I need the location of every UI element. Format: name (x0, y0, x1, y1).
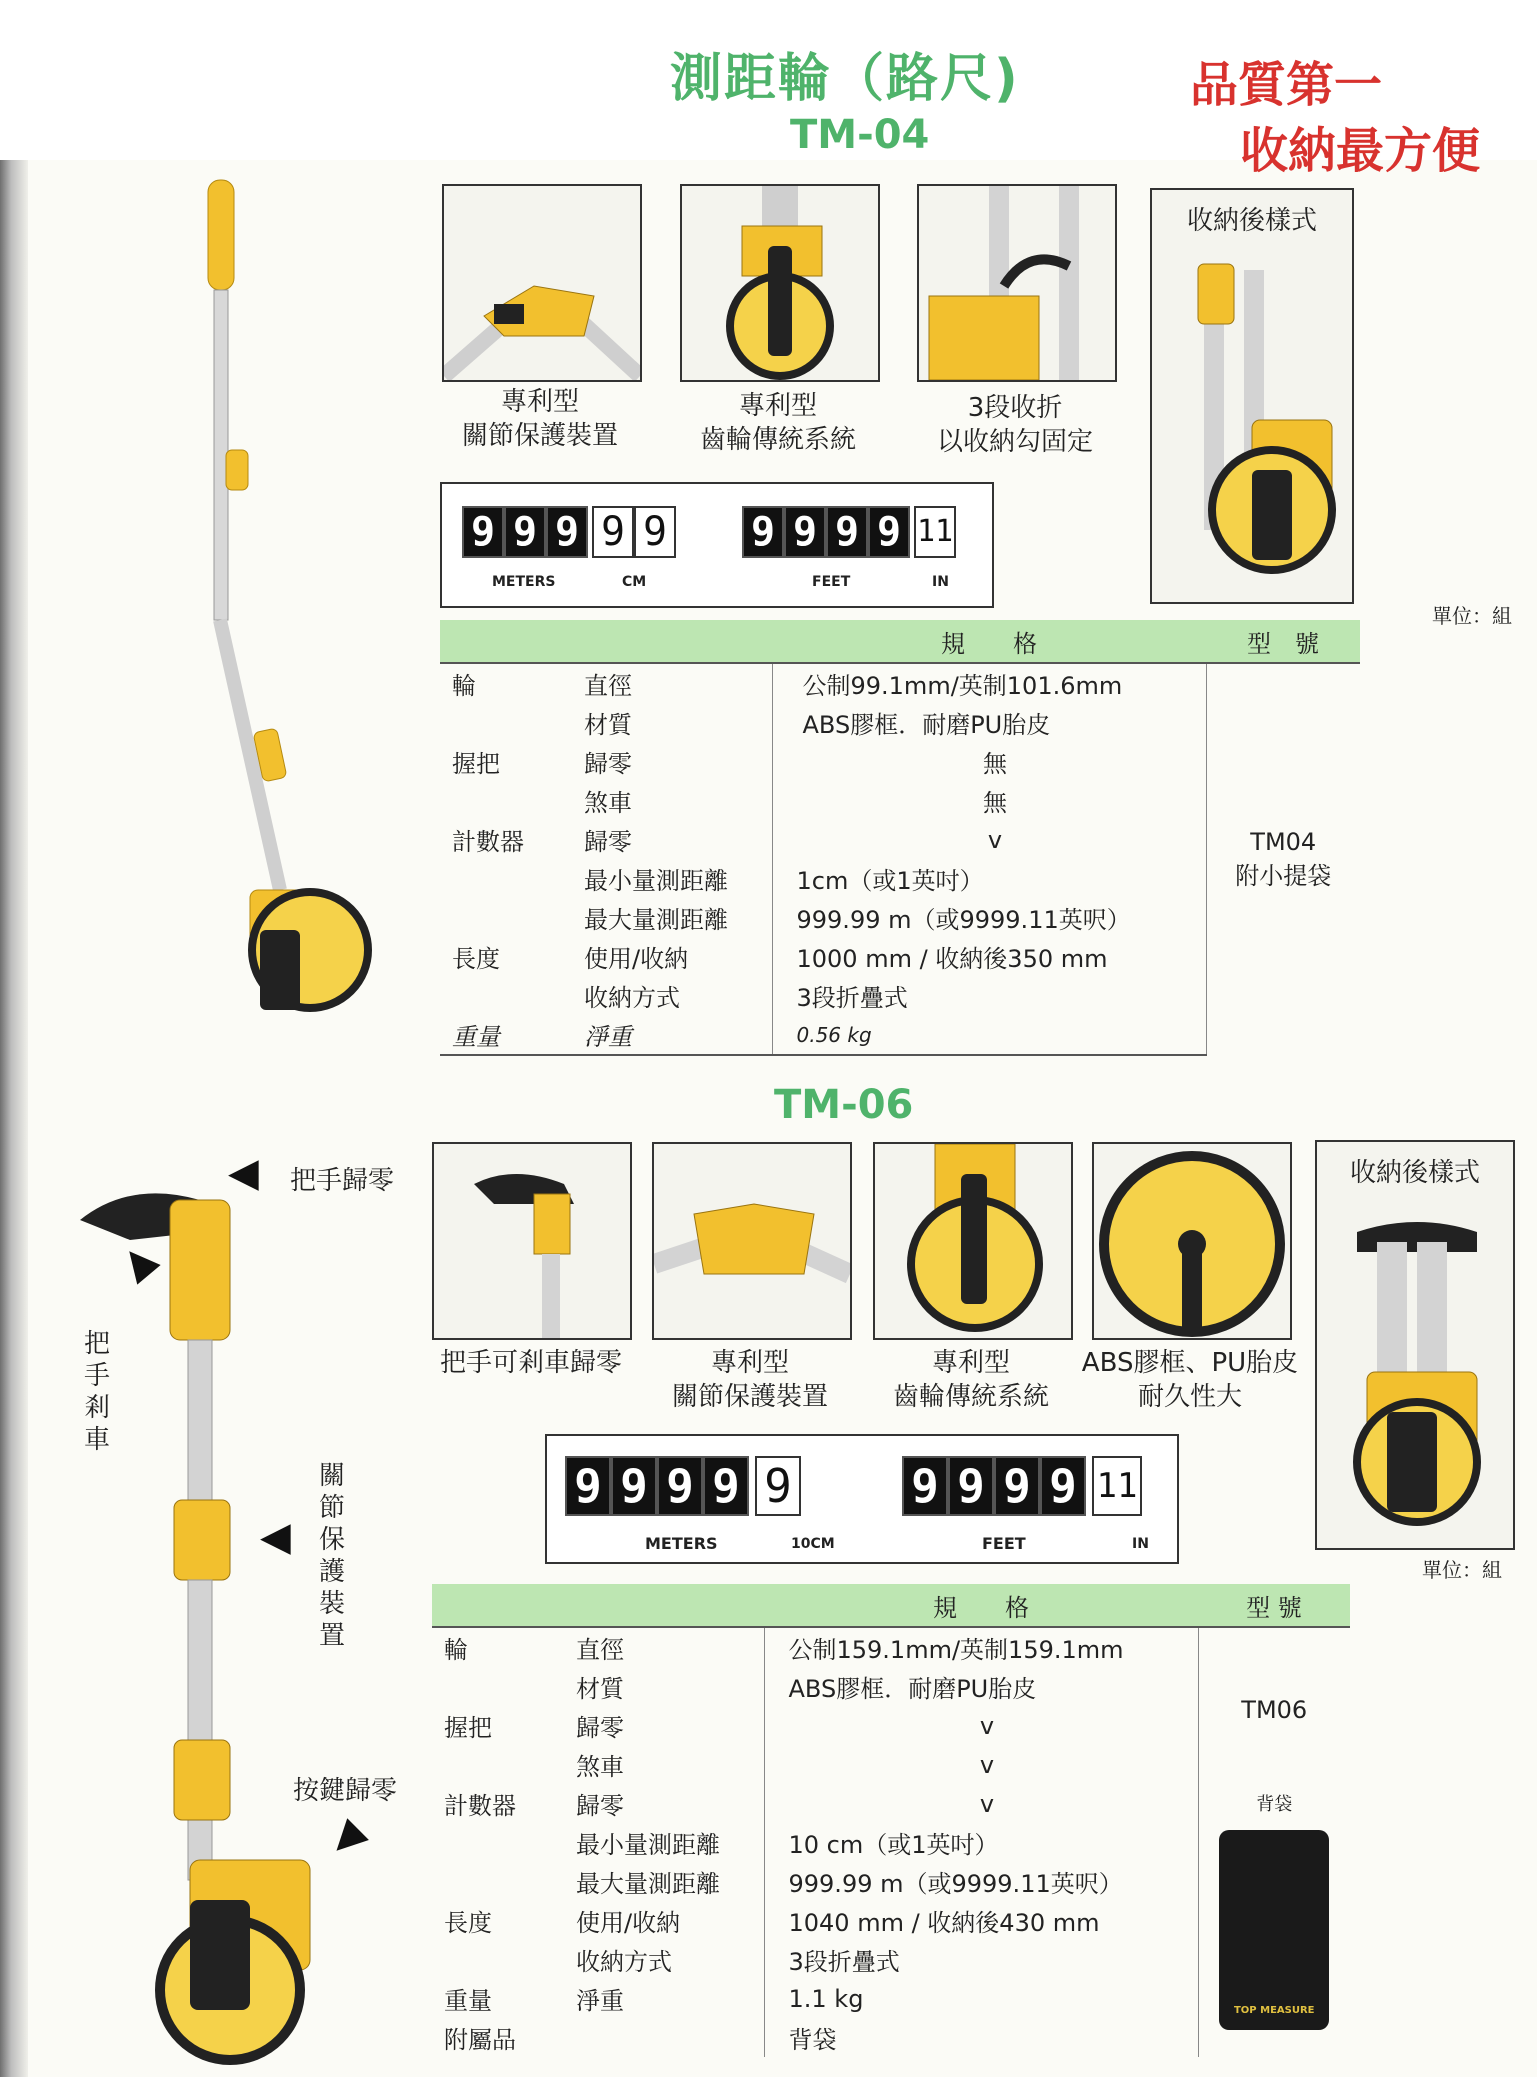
table-cell: v (764, 1745, 1198, 1784)
arrow-left-icon: ◀ (228, 1150, 259, 1196)
table-cell: 握把 (452, 750, 500, 778)
table-cell: 1.1 kg (764, 1979, 1198, 2018)
slogan-line2: 收納最方便 (1240, 123, 1481, 179)
table-header-blank (432, 1584, 564, 1627)
tm06-caption4-a: ABS膠框、PU胎皮 (1081, 1348, 1299, 1378)
table-cell: 淨重 (576, 1987, 624, 2015)
table-row (432, 1627, 1350, 1667)
tm06-caption2-b: 關節保護裝置 (671, 1382, 828, 1412)
tm04-caption3-b: 以收納勾固定 (936, 427, 1093, 457)
tm04-model-extra: 附小提袋 (1235, 862, 1332, 890)
table-cell: 直徑 (584, 672, 632, 700)
table-cell: 重量 (444, 1987, 492, 2015)
tm04-unit-note: 單位：組 (1432, 604, 1512, 628)
table-cell (440, 859, 572, 898)
table-cell: 3段折疊式 (764, 1940, 1198, 1979)
tm06-storage-caption: 收納後樣式 (1349, 1158, 1480, 1188)
counter-digit: 9 (755, 1456, 801, 1516)
counter-label-in: IN (932, 574, 949, 590)
slogan-line1: 品質第一 (1190, 57, 1383, 113)
callout-button-zero: 按鍵歸零 (293, 1776, 398, 1806)
counter-digit: 9 (994, 1456, 1040, 1516)
tm04-storage-caption: 收納後樣式 (1186, 206, 1317, 236)
page-title: 測距輪（路尺) (670, 49, 1020, 109)
table-cell: 3段折疊式 (772, 976, 1206, 1015)
table-cell: 歸零 (584, 750, 632, 778)
table-cell (432, 1823, 564, 1862)
tm04-spec-table (440, 620, 1360, 1056)
table-cell: 收納方式 (584, 984, 680, 1012)
arrow-left-icon: ◀ (260, 1514, 291, 1560)
table-cell: 淨重 (572, 1015, 772, 1055)
table-cell (440, 703, 572, 742)
tm06-counter-panel (545, 1434, 1179, 1564)
table-cell: 長度 (452, 945, 500, 973)
tm06-caption4-b: 耐久性大 (1137, 1382, 1242, 1412)
tm04-counter-metric (462, 494, 682, 594)
table-cell: 長度 (444, 1909, 492, 1937)
table-cell: 最小量測距離 (584, 867, 728, 895)
table-cell (564, 2018, 764, 2057)
tm04-counter-imperial (742, 494, 972, 594)
counter-digit: 9 (634, 506, 676, 558)
tm04-counter-panel (440, 482, 994, 608)
table-cell: 最大量測距離 (576, 1870, 720, 1898)
counter-digit: 9 (592, 506, 634, 558)
table-cell (440, 976, 572, 1015)
tm06-counter-imperial (902, 1444, 1162, 1553)
table-cell: ABS膠框．耐磨PU胎皮 (764, 1667, 1198, 1706)
tm06-model-title: TM-06 (774, 1082, 914, 1128)
table-cell (432, 1940, 564, 1979)
table-cell: 999.99 m（或9999.11英呎） (772, 898, 1206, 937)
table-cell: 1040 mm / 收納後430 mm (764, 1901, 1198, 1940)
table-cell: 1cm（或1英吋） (772, 859, 1206, 898)
table-cell: 收納方式 (576, 1948, 672, 1976)
tm06-bag-label: 背袋 (1256, 1794, 1293, 1815)
tm04-caption1-a: 專利型 (500, 387, 579, 417)
table-cell: 無 (772, 742, 1206, 781)
table-cell: 材質 (584, 711, 632, 739)
table-header-blank (564, 1584, 764, 1627)
table-cell: 輪 (444, 1636, 468, 1664)
counter-digit: 9 (784, 506, 826, 558)
table-cell: 無 (772, 781, 1206, 820)
table-cell: 握把 (444, 1714, 492, 1742)
tm04-caption2-b: 齒輪傳統系統 (699, 425, 856, 455)
table-cell: v (764, 1784, 1198, 1823)
tm04-caption2-a: 專利型 (738, 391, 817, 421)
table-cell (432, 1667, 564, 1706)
table-cell (432, 1862, 564, 1901)
tm04-photo-storage (1150, 188, 1354, 604)
callout-handle-zero: 把手歸零 (290, 1166, 395, 1196)
table-cell: 10 cm（或1英吋） (764, 1823, 1198, 1862)
tm06-photo-gear (873, 1142, 1073, 1340)
table-cell: 最大量測距離 (584, 906, 728, 934)
table-cell: 重量 (440, 1015, 572, 1055)
table-cell: 煞車 (584, 789, 632, 817)
tm04-photo-gear (680, 184, 880, 382)
table-header-model: 型 號 (1198, 1584, 1350, 1627)
counter-digit: 11 (1092, 1456, 1142, 1516)
table-header-blank (440, 620, 572, 663)
tm06-caption2-a: 專利型 (710, 1348, 789, 1378)
table-row (440, 663, 1360, 703)
table-cell: 歸零 (576, 1792, 624, 1820)
callout-handle-brake: 把手剎車 (83, 1329, 110, 1455)
tm06-caption1: 把手可剎車歸零 (439, 1348, 622, 1378)
counter-digit: 9 (826, 506, 868, 558)
counter-label-feet: FEET (812, 574, 851, 590)
counter-label-meters: METERS (492, 574, 556, 590)
counter-digit: 9 (657, 1456, 703, 1516)
table-cell (440, 898, 572, 937)
table-cell: 999.99 m（或9999.11英呎） (764, 1862, 1198, 1901)
tm06-photo-wheel (1092, 1142, 1292, 1340)
table-cell: 計數器 (452, 828, 524, 856)
tm04-model-cell (1206, 663, 1360, 1055)
tm04-model-name: TM04 (1250, 828, 1317, 856)
counter-digit: 9 (902, 1456, 948, 1516)
counter-digit: 9 (565, 1456, 611, 1516)
table-header-model: 型 號 (1206, 620, 1360, 663)
table-cell: 公制159.1mm/英制159.1mm (764, 1627, 1198, 1667)
counter-digit: 11 (914, 506, 956, 558)
table-cell (440, 781, 572, 820)
table-cell: v (772, 820, 1206, 859)
tm06-unit-note: 單位：組 (1422, 1558, 1502, 1582)
tm04-caption3-a: 3段收折 (967, 393, 1063, 423)
table-cell: 背袋 (764, 2018, 1198, 2057)
bag-logo: TOP MEASURE (1233, 2005, 1315, 2016)
arrow-down-left-icon: ◀ (318, 1810, 373, 1866)
tm06-photo-handle (432, 1142, 632, 1340)
tm04-model-title: TM-04 (790, 112, 930, 158)
counter-label-feet: FEET (982, 1534, 1026, 1553)
tm04-photo-fold (917, 184, 1117, 382)
callout-joint-protect: 關節保護裝置 (318, 1461, 345, 1651)
table-cell: 使用/收納 (576, 1909, 681, 1937)
counter-digit: 9 (742, 506, 784, 558)
table-cell: 直徑 (576, 1636, 624, 1664)
counter-digit: 9 (611, 1456, 657, 1516)
tm04-product-image (190, 170, 380, 1050)
counter-digit: 9 (504, 506, 546, 558)
arrow-up-icon: ▲ (110, 1233, 164, 1289)
tm04-photo-joint (442, 184, 642, 382)
table-cell: 1000 mm / 收納後350 mm (772, 937, 1206, 976)
counter-digit: 9 (546, 506, 588, 558)
tm06-model-name: TM06 (1241, 1696, 1308, 1724)
counter-label-in: IN (1132, 1536, 1149, 1552)
table-cell: 歸零 (584, 828, 632, 856)
carry-bag-image (1219, 1830, 1329, 2030)
counter-digit: 9 (462, 506, 504, 558)
tm06-model-cell (1198, 1627, 1350, 2057)
table-cell: 煞車 (576, 1753, 624, 1781)
counter-label-10cm: 10CM (791, 1536, 835, 1552)
table-cell: 公制99.1mm/英制101.6mm (772, 663, 1206, 703)
counter-digit: 9 (1040, 1456, 1086, 1516)
counter-label-meters: METERS (645, 1534, 718, 1553)
table-header-spec: 規 格 (772, 620, 1206, 663)
counter-digit: 9 (948, 1456, 994, 1516)
tm06-caption3-a: 專利型 (931, 1348, 1010, 1378)
table-cell: 輪 (452, 672, 476, 700)
table-header-blank (572, 620, 772, 663)
tm06-spec-table (432, 1584, 1350, 2057)
counter-label-cm: CM (622, 574, 647, 590)
tm06-photo-joint (652, 1142, 852, 1340)
table-cell: ABS膠框．耐磨PU胎皮 (772, 703, 1206, 742)
table-cell (432, 1745, 564, 1784)
tm04-caption1-b: 關節保護裝置 (461, 421, 618, 451)
table-cell: 附屬品 (444, 2026, 516, 2054)
counter-digit: 9 (703, 1456, 749, 1516)
page-binding-shadow (0, 160, 28, 2077)
table-cell: 材質 (576, 1675, 624, 1703)
table-cell: 計數器 (444, 1792, 516, 1820)
tm06-caption3-b: 齒輪傳統系統 (892, 1382, 1049, 1412)
table-cell: 最小量測距離 (576, 1831, 720, 1859)
table-header-spec: 規 格 (764, 1584, 1198, 1627)
table-cell: v (764, 1706, 1198, 1745)
tm06-photo-storage (1315, 1140, 1515, 1550)
table-cell: 歸零 (576, 1714, 624, 1742)
table-cell: 0.56 kg (772, 1015, 1206, 1055)
counter-digit: 9 (868, 506, 910, 558)
tm06-counter-metric (565, 1444, 835, 1553)
table-cell: 使用/收納 (584, 945, 689, 973)
